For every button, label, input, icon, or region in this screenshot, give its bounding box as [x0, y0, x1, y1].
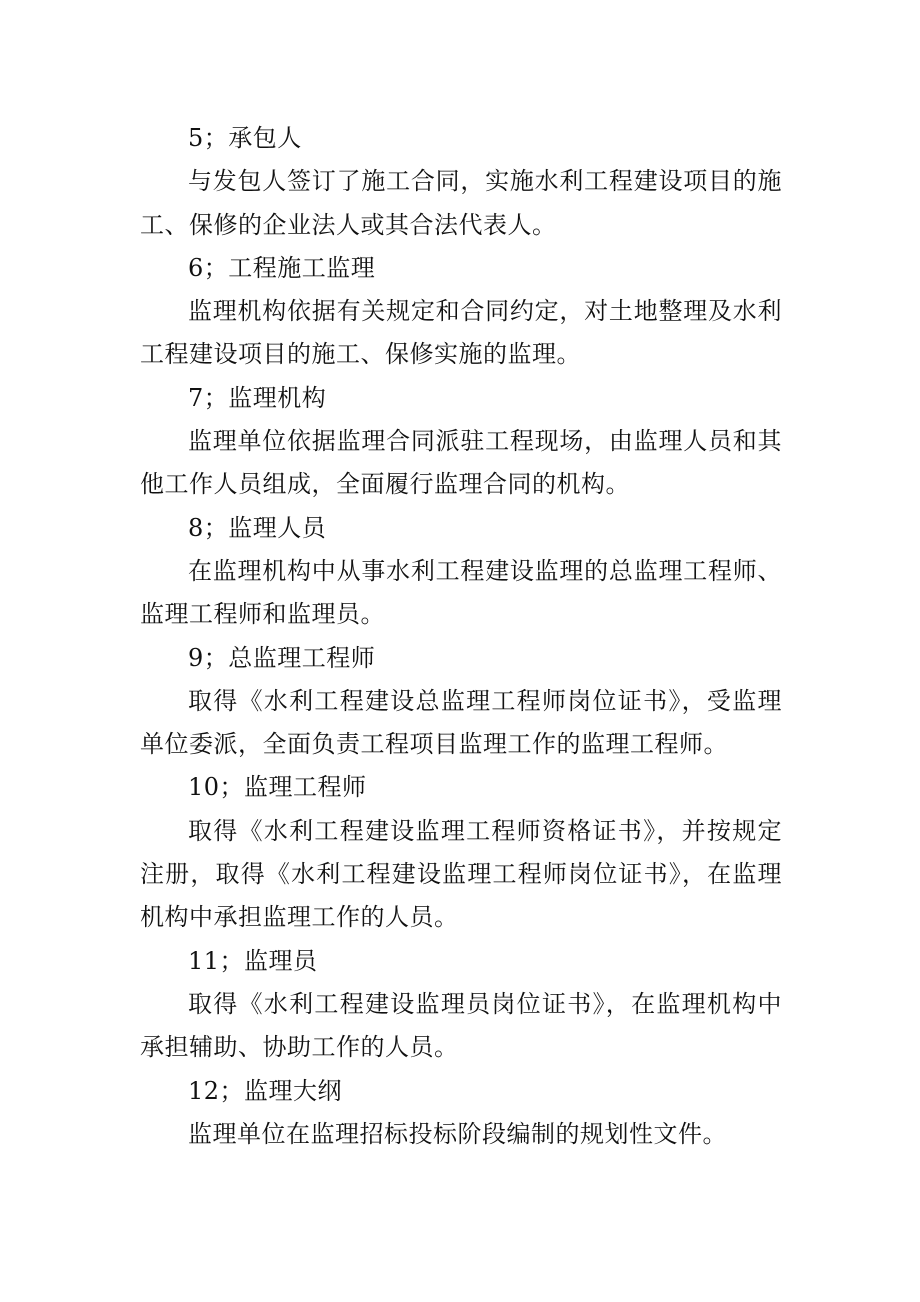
term-definition-10: 取得《水利工程建设监理工程师资格证书》，并按规定注册，取得《水利工程建设监理工程师岗位证书》，在监理机构中承担监理工作的人员。 [140, 816, 782, 932]
term-heading-9: 9；总监理工程师 [188, 643, 376, 672]
term-heading-8: 8；监理人员 [188, 513, 327, 542]
term-heading-12: 12；监理大纲 [188, 1076, 343, 1105]
term-heading-7: 7；监理机构 [188, 383, 327, 412]
term-heading-10: 10；监理工程师 [188, 773, 367, 802]
term-definition-11: 取得《水利工程建设监理员岗位证书》，在监理机构中承担辅助、协助工作的人员。 [140, 989, 782, 1062]
term-definition-6: 监理机构依据有关规定和合同约定，对土地整理及水利工程建设项目的施工、保修实施的监理。 [140, 297, 782, 369]
document-body [140, 117, 782, 1156]
term-heading-11: 11；监理员 [188, 946, 318, 975]
term-definition-9: 取得《水利工程建设总监理工程师岗位证书》，受监理单位委派，全面负责工程项目监理工作的监理工程师。 [140, 686, 782, 759]
term-definition-7: 监理单位依据监理合同派驻工程现场，由监理人员和其他工作人员组成，全面履行监理合同的机构。 [140, 427, 782, 499]
term-heading-5: 5；承包人 [188, 124, 302, 152]
term-heading-6: 6；工程施工监理 [188, 253, 376, 282]
term-definition-12: 监理单位在监理招标投标阶段编制的规划性文件。 [188, 1119, 727, 1148]
term-definition-5: 与发包人签订了施工合同，实施水利工程建设项目的施工、保修的企业法人或其合法代表人。 [140, 167, 782, 239]
term-definition-8: 在监理机构中从事水利工程建设监理的总监理工程师、监理工程师和监理员。 [140, 556, 782, 629]
